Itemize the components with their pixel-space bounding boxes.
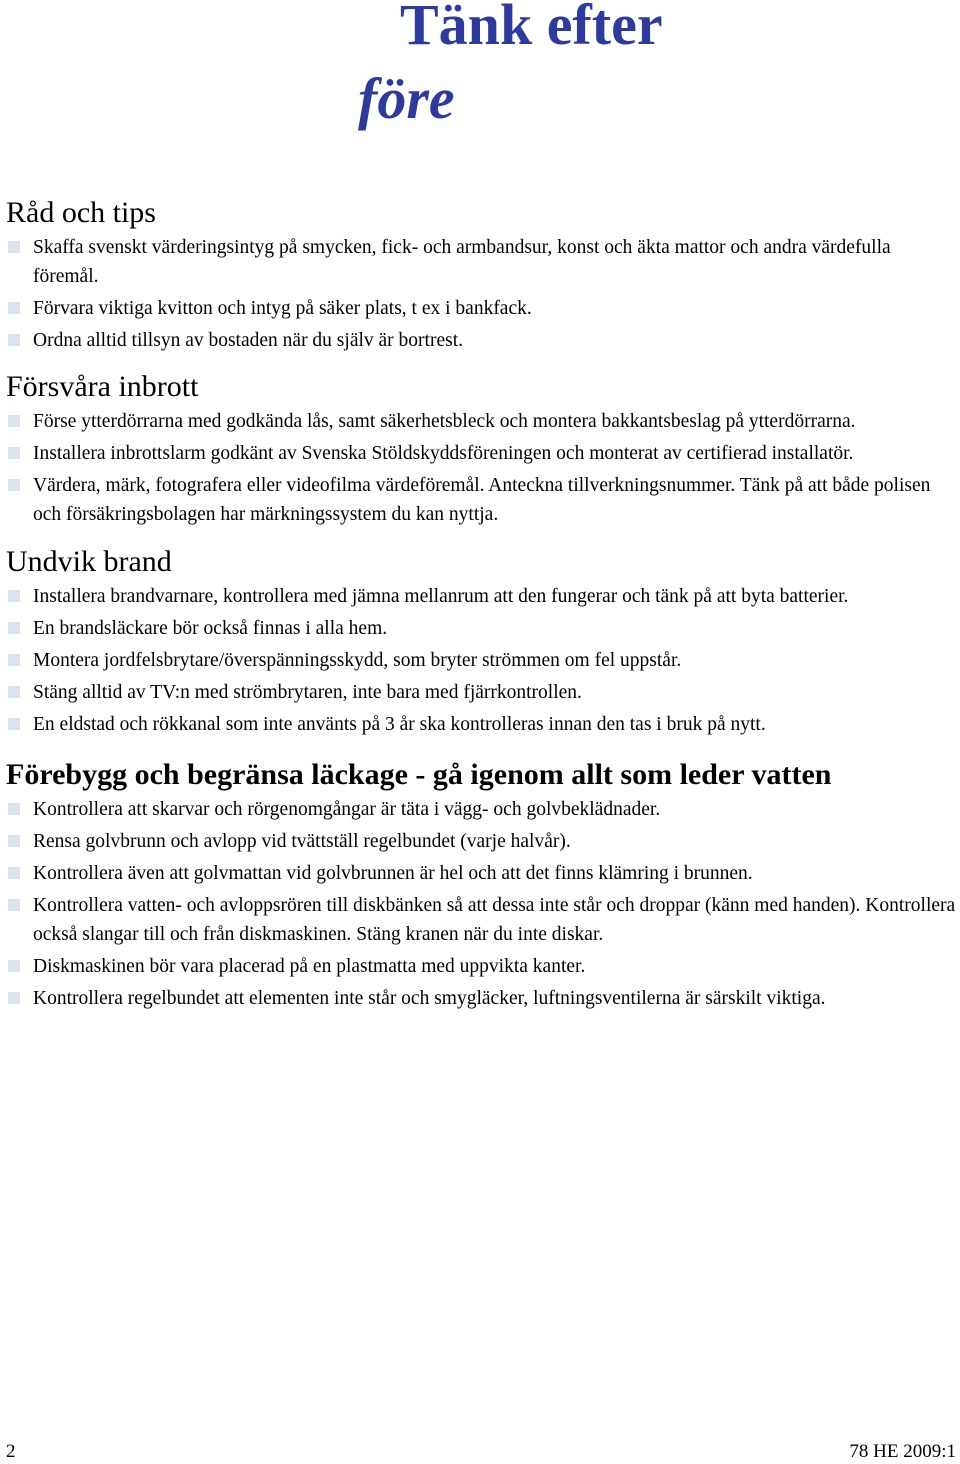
list-item-text: Stäng alltid av TV:n med strömbrytaren, inte bara med fjärrkontrollen. <box>33 682 582 703</box>
list-item <box>6 859 958 888</box>
square-bullet-icon <box>8 899 20 911</box>
list-item-text: Rensa golvbrunn och avlopp vid tvättställ regelbundet (varje halvår). <box>33 831 571 852</box>
title-line-1: Tänk efter <box>400 0 663 57</box>
list-item-text: Förvara viktiga kvitton och intyg på säker plats, t ex i bankfack. <box>33 298 532 319</box>
list-item-text: Skaffa svenskt värderingsintyg på smycken, fick- och armbandsur, konst och äkta mattor och andra värdefulla föremål. <box>33 237 891 287</box>
section-rad-och-tips <box>6 193 958 355</box>
bullet-list <box>6 407 958 529</box>
list-item <box>6 471 958 529</box>
list-item <box>6 646 958 675</box>
square-bullet-icon <box>8 835 20 847</box>
list-item-text: Kontrollera att skarvar och rörgenomgångar är täta i vägg- och golvbeklädnader. <box>33 799 661 820</box>
square-bullet-icon <box>8 447 20 459</box>
square-bullet-icon <box>8 718 20 730</box>
list-item <box>6 614 958 643</box>
bullet-list <box>6 233 958 355</box>
section-heading: Förebygg och begränsa läckage - gå igenom allt som leder vatten <box>6 758 832 791</box>
section-forsvara-inbrott <box>6 367 958 529</box>
list-item <box>6 891 958 949</box>
square-bullet-icon <box>8 803 20 815</box>
section-undvik-brand <box>6 542 958 739</box>
square-bullet-icon <box>8 960 20 972</box>
list-item-text: Installera inbrottslarm godkänt av Svenska Stöldskyddsföreningen och monterat av certifierad installatör. <box>33 443 854 464</box>
square-bullet-icon <box>8 479 20 491</box>
square-bullet-icon <box>8 590 20 602</box>
edition-label: 78 HE 2009:1 <box>849 1441 956 1462</box>
list-item <box>6 984 958 1013</box>
list-item <box>6 407 958 436</box>
square-bullet-icon <box>8 686 20 698</box>
square-bullet-icon <box>8 241 20 253</box>
list-item-text: En brandsläckare bör också finnas i alla hem. <box>33 618 388 639</box>
section-heading: Undvik brand <box>6 545 172 578</box>
list-item-text: Förse ytterdörrarna med godkända lås, samt säkerhetsbleck och montera bakkantsbeslag på ytterdörrarna. <box>33 411 856 432</box>
list-item-text: En eldstad och rökkanal som inte använts på 3 år ska kontrolleras innan den tas i bruk på nytt. <box>33 714 766 735</box>
list-item-text: Kontrollera regelbundet att elementen inte står och smygläcker, luftningsventilerna är särskilt viktiga. <box>33 988 826 1009</box>
square-bullet-icon <box>8 622 20 634</box>
title-line-2: före <box>358 66 455 131</box>
square-bullet-icon <box>8 867 20 879</box>
list-item <box>6 582 958 611</box>
square-bullet-icon <box>8 992 20 1004</box>
section-heading: Försvåra inbrott <box>6 370 199 403</box>
list-item-text: Kontrollera även att golvmattan vid golvbrunnen är hel och att det finns klämring i brunnen. <box>33 863 753 884</box>
list-item <box>6 233 958 291</box>
section-heading: Råd och tips <box>6 196 156 229</box>
list-item-text: Värdera, märk, fotografera eller videofilma värdeföremål. Anteckna tillverkningsnummer. Tänk på att både polisen och försäkringsbolagen har märkningssystem du kan nyttja. <box>33 475 931 525</box>
list-item-text: Kontrollera vatten- och avloppsrören till diskbänken så att dessa inte står och droppar (känn med handen). Kontrollera också slangar till och från diskmaskinen. Stäng kranen när du inte diskar. <box>33 895 956 945</box>
list-item-text: Ordna alltid tillsyn av bostaden när du själv är bortrest. <box>33 330 463 351</box>
list-item <box>6 795 958 824</box>
bullet-list <box>6 795 958 1013</box>
bullet-list <box>6 582 958 739</box>
square-bullet-icon <box>8 654 20 666</box>
list-item <box>6 710 958 739</box>
section-forebygg-lackage <box>6 755 958 1013</box>
list-item-text: Diskmaskinen bör vara placerad på en plastmatta med uppvikta kanter. <box>33 956 586 977</box>
list-item <box>6 439 958 468</box>
list-item <box>6 952 958 981</box>
page-number: 2 <box>6 1441 16 1462</box>
list-item-text: Installera brandvarnare, kontrollera med jämna mellanrum att den fungerar och tänk på att byta batterier. <box>33 586 849 607</box>
square-bullet-icon <box>8 334 20 346</box>
list-item <box>6 326 958 355</box>
list-item <box>6 294 958 323</box>
content <box>6 193 958 1016</box>
list-item-text: Montera jordfelsbrytare/överspänningsskydd, som bryter strömmen om fel uppstår. <box>33 650 682 671</box>
page-title <box>0 0 960 140</box>
list-item <box>6 678 958 707</box>
square-bullet-icon <box>8 302 20 314</box>
list-item <box>6 827 958 856</box>
square-bullet-icon <box>8 415 20 427</box>
